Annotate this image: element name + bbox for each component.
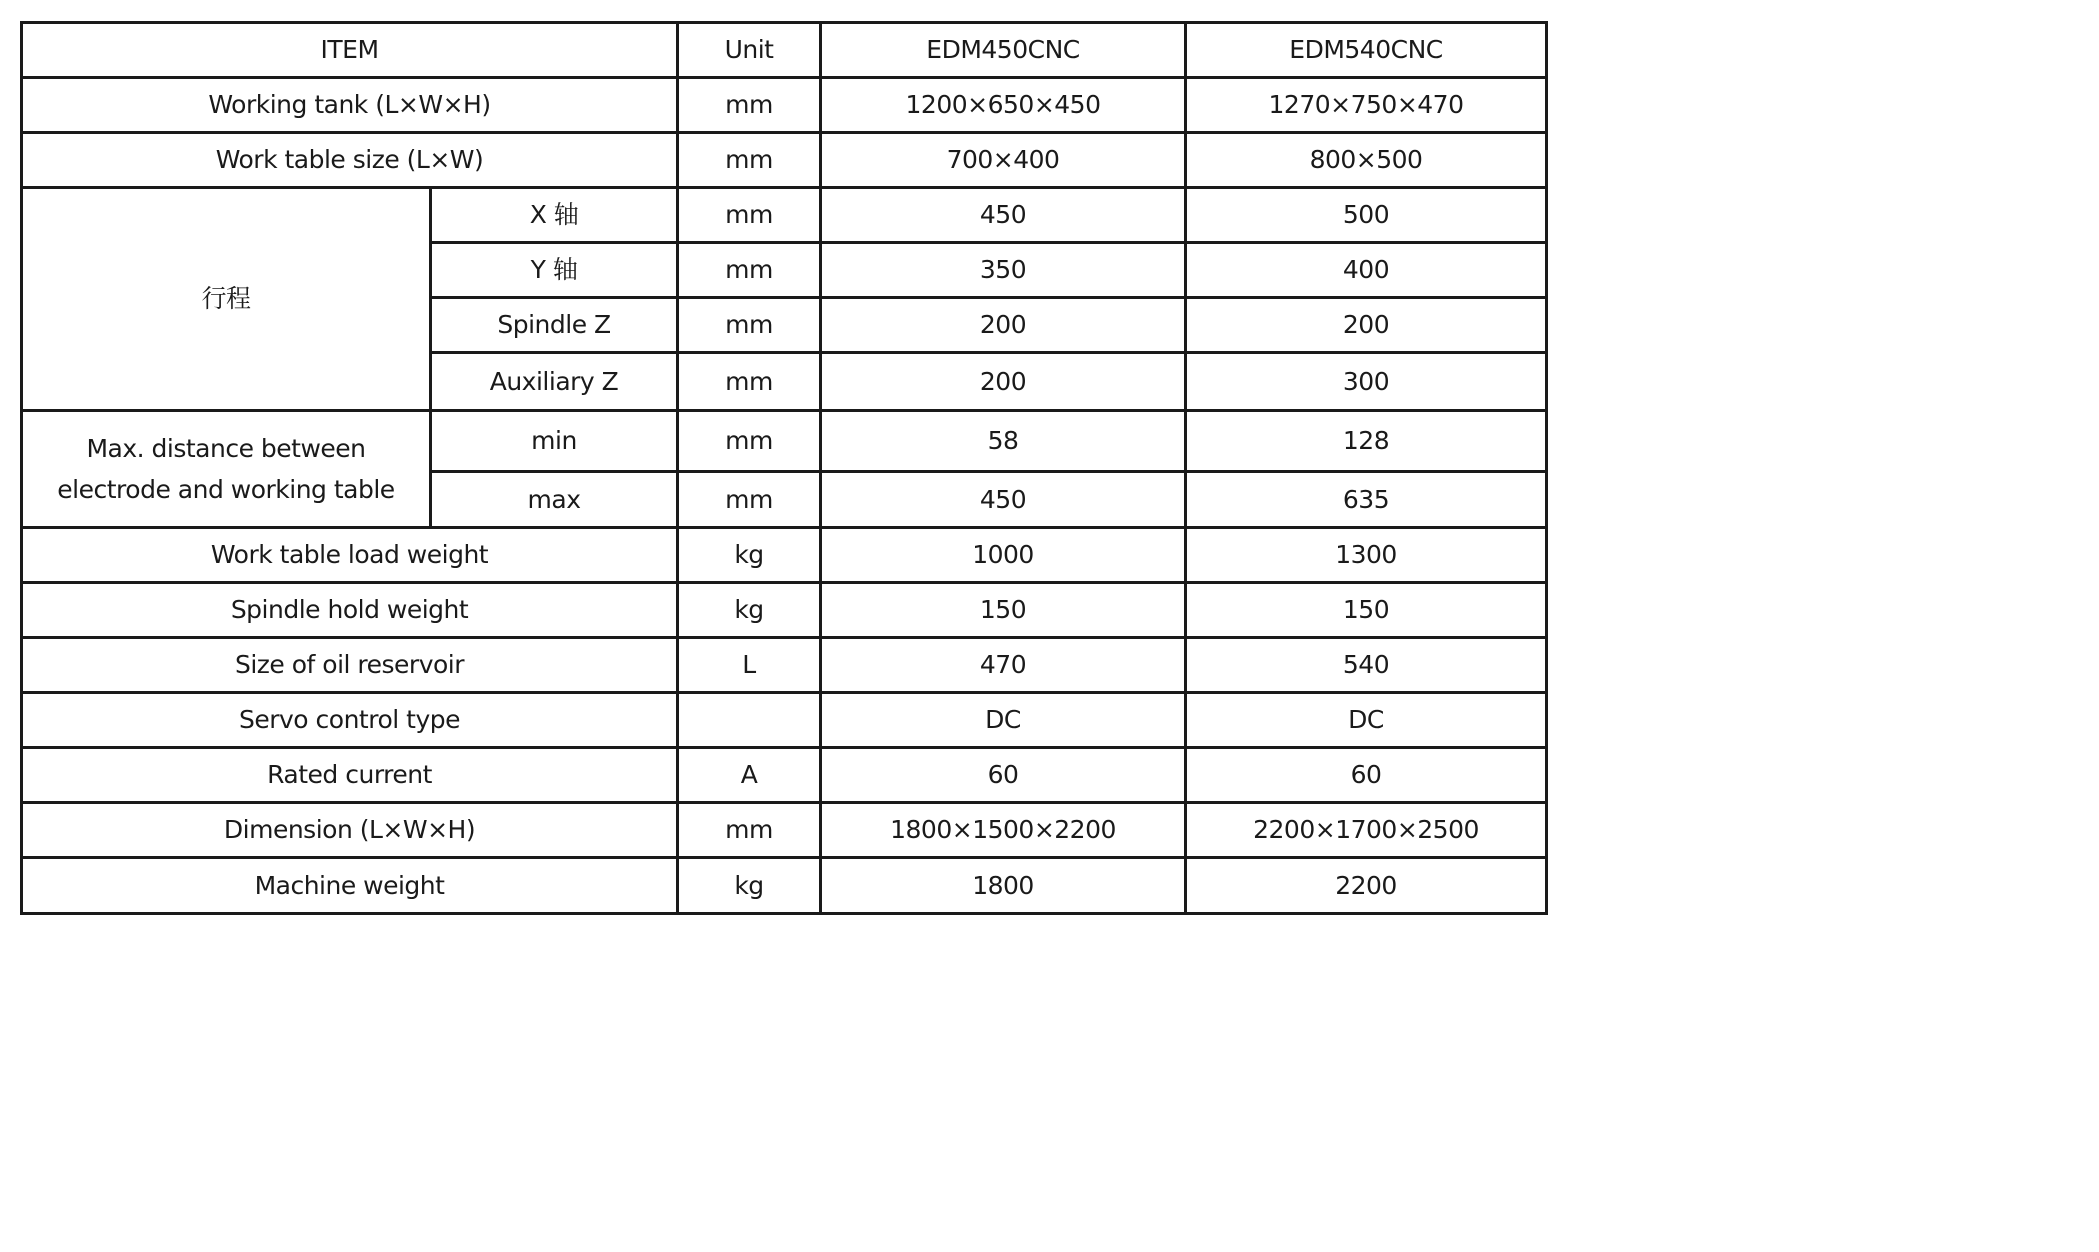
row-label: Work table size (L×W) bbox=[22, 133, 678, 188]
row-value-a: 1800×1500×2200 bbox=[821, 803, 1186, 858]
max-distance-group-label bbox=[22, 411, 431, 528]
row-value-b: 635 bbox=[1186, 472, 1547, 528]
row-value-b: 128 bbox=[1186, 411, 1547, 472]
row-value-a: 1800 bbox=[821, 858, 1186, 914]
row-value-a: 58 bbox=[821, 411, 1186, 472]
table-row bbox=[22, 133, 1547, 188]
row-value-a: 1200×650×450 bbox=[821, 78, 1186, 133]
row-sublabel: X 轴 bbox=[431, 188, 678, 243]
row-unit: mm bbox=[678, 298, 821, 353]
header-model-a: EDM450CNC bbox=[821, 23, 1186, 78]
row-unit: kg bbox=[678, 583, 821, 638]
row-label: Servo control type bbox=[22, 693, 678, 748]
max-distance-line-2: electrode and working table bbox=[57, 475, 395, 504]
header-row bbox=[22, 23, 1547, 78]
row-unit: A bbox=[678, 748, 821, 803]
row-label: Dimension (L×W×H) bbox=[22, 803, 678, 858]
table-row bbox=[22, 693, 1547, 748]
row-value-b: 1300 bbox=[1186, 528, 1547, 583]
row-label: Spindle hold weight bbox=[22, 583, 678, 638]
header-model-b: EDM540CNC bbox=[1186, 23, 1547, 78]
row-unit: mm bbox=[678, 803, 821, 858]
spec-table bbox=[20, 21, 1548, 915]
row-value-a: 450 bbox=[821, 188, 1186, 243]
row-value-a: 200 bbox=[821, 298, 1186, 353]
row-sublabel: Spindle Z bbox=[431, 298, 678, 353]
row-label: Rated current bbox=[22, 748, 678, 803]
row-value-a: 470 bbox=[821, 638, 1186, 693]
row-value-b: 2200×1700×2500 bbox=[1186, 803, 1547, 858]
row-value-a: 1000 bbox=[821, 528, 1186, 583]
row-unit bbox=[678, 693, 821, 748]
row-value-b: 150 bbox=[1186, 583, 1547, 638]
row-unit: mm bbox=[678, 133, 821, 188]
table-row bbox=[22, 528, 1547, 583]
row-unit: mm bbox=[678, 243, 821, 298]
header-item: ITEM bbox=[22, 23, 678, 78]
row-value-b: DC bbox=[1186, 693, 1547, 748]
row-unit: mm bbox=[678, 188, 821, 243]
table-row bbox=[22, 583, 1547, 638]
table-row bbox=[22, 748, 1547, 803]
row-value-b: 540 bbox=[1186, 638, 1547, 693]
row-unit: mm bbox=[678, 411, 821, 472]
row-value-b: 400 bbox=[1186, 243, 1547, 298]
row-value-a: 60 bbox=[821, 748, 1186, 803]
travel-group-label: 行程 bbox=[22, 188, 431, 411]
row-sublabel: min bbox=[431, 411, 678, 472]
row-value-b: 1270×750×470 bbox=[1186, 78, 1547, 133]
table-row bbox=[22, 411, 1547, 472]
row-value-a: 200 bbox=[821, 353, 1186, 411]
row-value-b: 300 bbox=[1186, 353, 1547, 411]
table-row bbox=[22, 803, 1547, 858]
max-distance-line-1: Max. distance between bbox=[86, 434, 366, 463]
row-unit: kg bbox=[678, 528, 821, 583]
row-label: Size of oil reservoir bbox=[22, 638, 678, 693]
table-row bbox=[22, 188, 1547, 243]
row-sublabel: Y 轴 bbox=[431, 243, 678, 298]
row-unit: mm bbox=[678, 472, 821, 528]
row-value-a: DC bbox=[821, 693, 1186, 748]
table-row bbox=[22, 78, 1547, 133]
row-label: Working tank (L×W×H) bbox=[22, 78, 678, 133]
row-unit: mm bbox=[678, 78, 821, 133]
row-unit: L bbox=[678, 638, 821, 693]
row-label: Machine weight bbox=[22, 858, 678, 914]
row-value-a: 450 bbox=[821, 472, 1186, 528]
row-value-a: 150 bbox=[821, 583, 1186, 638]
row-value-b: 200 bbox=[1186, 298, 1547, 353]
row-value-a: 700×400 bbox=[821, 133, 1186, 188]
table-row bbox=[22, 858, 1547, 914]
row-unit: kg bbox=[678, 858, 821, 914]
row-label: Work table load weight bbox=[22, 528, 678, 583]
row-value-b: 2200 bbox=[1186, 858, 1547, 914]
row-value-b: 60 bbox=[1186, 748, 1547, 803]
row-value-a: 350 bbox=[821, 243, 1186, 298]
row-value-b: 500 bbox=[1186, 188, 1547, 243]
row-sublabel: max bbox=[431, 472, 678, 528]
row-unit: mm bbox=[678, 353, 821, 411]
row-sublabel: Auxiliary Z bbox=[431, 353, 678, 411]
table-row bbox=[22, 638, 1547, 693]
row-value-b: 800×500 bbox=[1186, 133, 1547, 188]
header-unit: Unit bbox=[678, 23, 821, 78]
